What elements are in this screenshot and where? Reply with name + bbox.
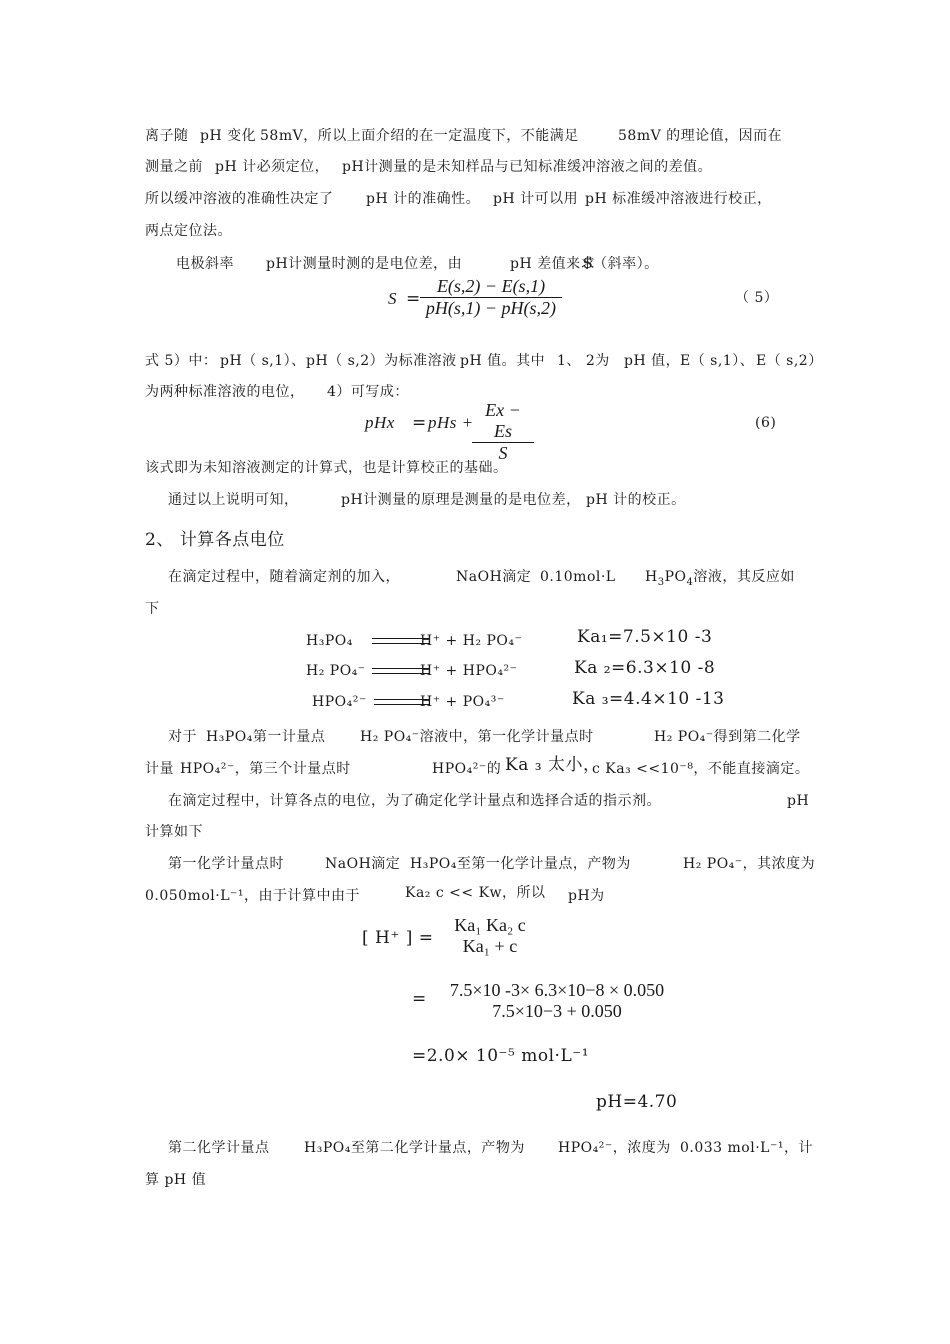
equation-symbol: pHx — [365, 413, 395, 432]
text-line: pH 计必须定位， — [215, 159, 330, 175]
fraction-numerator: 7.5×10 -3× 6.3×10−8 × 0.050 — [449, 980, 665, 1000]
text-line: 1、 2为 — [557, 353, 610, 369]
equation-number: (6) — [755, 415, 777, 431]
text-line: 为两种标准溶液的电位， — [145, 384, 305, 400]
text-line: pH 计可以用 — [493, 191, 579, 207]
text-line: 在滴定过程中，随着滴定剂的加入， — [168, 569, 400, 585]
text-line: 4）可写成： — [327, 384, 409, 400]
text-line: H₂ PO₄⁻得到第二化学 — [654, 729, 801, 745]
text-line: H₃PO₄第一计量点 — [206, 729, 326, 745]
text-line: Ka₂ c << Kw，所以 — [405, 885, 546, 901]
calc-lhs: [ H⁺ ] = — [362, 928, 434, 948]
text-line: H₂ PO₄⁻溶液中，第一化学计量点时 — [360, 729, 594, 745]
text-line: HPO₄²⁻的 — [432, 761, 502, 777]
text-line: 离子随 — [145, 128, 189, 144]
reaction-left: HPO₄²⁻ — [312, 694, 367, 710]
equation-6-fraction — [472, 400, 534, 464]
text-line: pH为 — [568, 888, 605, 904]
reaction-right: H⁺ + PO₄³⁻ — [420, 694, 505, 710]
text-line: 电极斜率 — [176, 256, 234, 272]
reaction-right: H⁺ + HPO₄²⁻ — [420, 663, 518, 679]
text-line: pH 标准缓冲溶液进行校正， — [585, 191, 772, 207]
text-line: E（ s,1）、 — [680, 353, 755, 369]
fraction-denominator: 7.5×10−3 + 0.050 — [492, 1001, 622, 1021]
text-line: 测量之前 — [145, 159, 203, 175]
text-line: c Ka₃ <<10⁻⁸，不能直接滴定。 — [592, 761, 810, 777]
text-line: 0.050mol·L⁻¹，由于计算中由于 — [145, 888, 361, 904]
text-line: 下 — [145, 601, 160, 617]
text-line: E（ s,2） — [756, 353, 823, 369]
equation-5-fraction — [420, 276, 562, 319]
text-line: pH — [787, 793, 810, 809]
calc-equals: = — [412, 989, 427, 1009]
text-line: pH（ s,1）、 — [220, 353, 306, 369]
fraction-denominator: Ka₁ + c — [462, 936, 518, 956]
fraction-denominator: pH(s,1) − pH(s,2) — [425, 298, 557, 318]
fraction-denominator: S — [498, 443, 508, 463]
text-line: H₃PO₄至第一化学计量点，产物为 — [410, 856, 631, 872]
text-line: pH计测量时测的是电位差，由 — [266, 256, 463, 272]
text-line: 在滴定过程中，计算各点的电位，为了确定化学计量点和选择合适的指示剂。 — [168, 793, 661, 809]
section-heading: 2、 计算各点电位 — [145, 530, 285, 550]
text-line: NaOH滴定 — [456, 569, 532, 585]
calc-result: =2.0× 10⁻⁵ mol·L⁻¹ — [412, 1046, 590, 1066]
text-line: 两点定位法。 — [145, 223, 232, 239]
text-line: 0.10mol·L — [540, 569, 616, 585]
text-line: 算 pH 值 — [145, 1172, 207, 1188]
reaction-ka: Ka ₂=6.3×10 -8 — [574, 658, 716, 678]
text-line: 式 5）中： — [145, 353, 218, 369]
text-line: HPO₄²⁻，第三个计量点时 — [180, 761, 351, 777]
text-line: pH（ s,2）为标准溶液 — [306, 353, 457, 369]
equation-symbol: = — [412, 413, 427, 433]
reaction-left: H₃PO₄ — [306, 633, 353, 649]
text-line: $H_3PO_4$溶液，其反应如 — [645, 569, 795, 588]
calc-ph: pH=4.70 — [596, 1092, 678, 1112]
text-line: 通过以上说明可知， — [168, 492, 299, 508]
text-line: 0.033 mol·L⁻¹，计 — [680, 1140, 813, 1156]
text-line: pH 计的校正。 — [586, 492, 686, 508]
equation-number: （ 5） — [735, 290, 779, 306]
text-line: 计算如下 — [145, 824, 203, 840]
text-line: pH 值， — [624, 353, 681, 369]
text-line: H₃PO₄至第二化学计量点，产物为 — [304, 1140, 525, 1156]
text-line: pH计测量的原理是测量的是电位差， — [341, 492, 581, 508]
text-line: 计量 — [145, 761, 174, 777]
text-line: 所以缓冲溶液的准确性决定了 — [145, 191, 334, 207]
equation-symbol: = — [406, 289, 421, 309]
text-line: HPO₄²⁻，浓度为 — [558, 1140, 671, 1156]
text-line: pH 计的准确性。 — [366, 191, 481, 207]
text-line: 对于 — [168, 729, 197, 745]
equation-symbol: pHs + — [428, 413, 474, 432]
text-line: 58mV，所以上面介绍的在一定温度下，不能满足 — [260, 128, 579, 144]
text-line: Ka ₃ 太小， — [505, 755, 601, 775]
text-line: 第一化学计量点时 — [168, 856, 284, 872]
text-line: H₂ PO₄⁻，其浓度为 — [683, 856, 816, 872]
equation-symbol: S — [388, 289, 397, 308]
calc-fraction-1 — [444, 915, 536, 957]
text-line: pH 值。其中 — [460, 353, 546, 369]
text-line: pH计测量的是未知样品与已知标准缓冲溶液之间的差值。 — [342, 159, 713, 175]
fraction-numerator: Ka₁ Ka₂ c — [454, 915, 526, 935]
reaction-right: H⁺ + H₂ PO₄⁻ — [420, 633, 523, 649]
text-line: pH 差值来求 — [510, 256, 596, 272]
reaction-ka: Ka₁=7.5×10 -3 — [577, 627, 713, 647]
fraction-numerator: Ex − Es — [472, 400, 534, 443]
text-line: 第二化学计量点 — [168, 1140, 270, 1156]
text-line: 该式即为未知溶液测定的计算式，也是计算校正的基础。 — [145, 460, 508, 476]
text-line: S（斜率）。 — [583, 256, 659, 272]
text-line: 58mV 的理论值，因而在 — [618, 128, 783, 144]
reaction-ka: Ka ₃=4.4×10 -13 — [572, 689, 725, 709]
calc-fraction-2 — [444, 980, 670, 1022]
fraction-numerator: E(s,2) − E(s,1) — [420, 276, 562, 298]
text-line: pH 变化 — [200, 128, 257, 144]
reaction-left: H₂ PO₄⁻ — [306, 663, 366, 679]
text-line: NaOH滴定 — [325, 856, 401, 872]
